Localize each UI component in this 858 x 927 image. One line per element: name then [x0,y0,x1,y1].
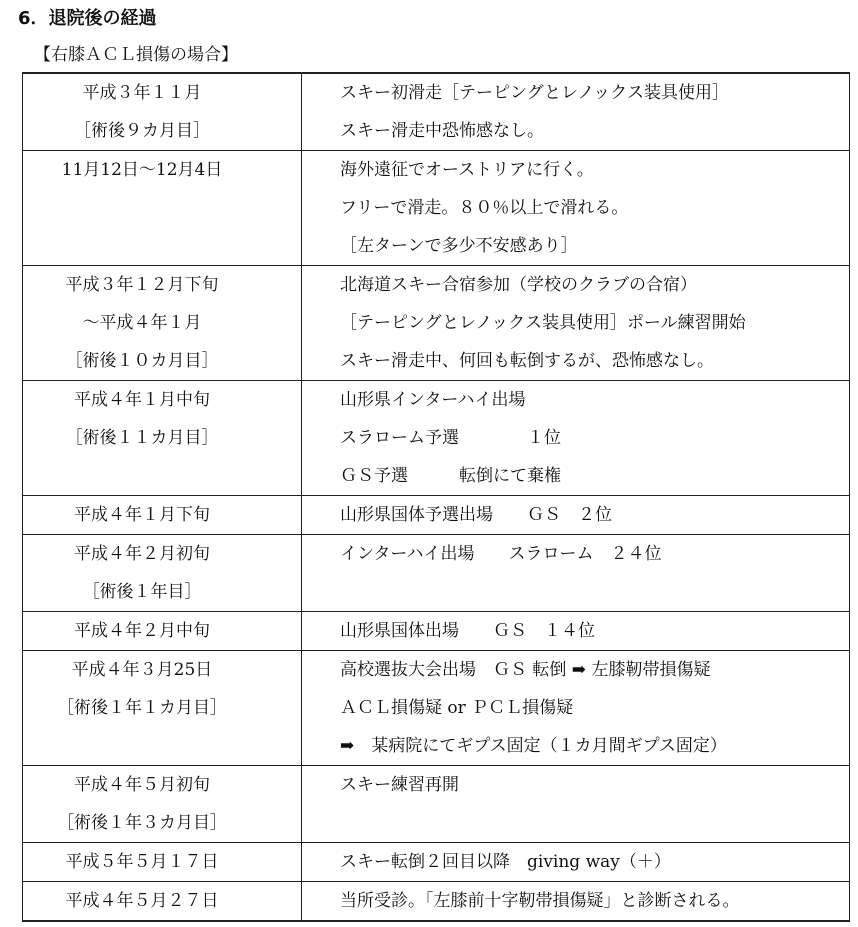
event-cell [302,766,850,843]
date-cell [23,73,302,151]
table-row [23,843,850,882]
event-cell [302,535,850,612]
event-cell [302,843,850,882]
date-line: ［術後１０カ月目］ [65,351,219,371]
event-cell [302,151,850,266]
event-cell [302,73,850,151]
date-line: 平成４年３月25日 [71,660,213,680]
event-line: スキー転倒２回目以降 giving way（＋） [340,852,671,872]
date-line: 平成４年２月初旬 [74,544,210,564]
event-cell [302,651,850,766]
event-cell [302,612,850,651]
event-cell [302,882,850,922]
post-discharge-history-table [22,72,850,922]
table-row [23,73,850,151]
event-line: スキー初滑走［テーピングとレノックス装具使用］ [340,83,729,103]
date-cell [23,496,302,535]
date-line: 平成４年５月２７日 [65,891,219,911]
table-row [23,766,850,843]
table-row [23,381,850,496]
table-row [23,612,850,651]
table-row [23,535,850,612]
event-line: ＧＳ予選 転倒にて棄権 [340,466,561,486]
event-line: 山形県国体予選出場 ＧＳ ２位 [340,505,612,525]
date-line: ［術後１年目］ [82,582,202,602]
date-line: 平成５年５月１７日 [65,852,219,872]
event-cell [302,266,850,381]
date-line: 平成４年５月初旬 [74,775,210,795]
date-cell [23,266,302,381]
event-line: ➡ 某病院にてギプス固定（１カ月間ギプス固定） [340,736,727,756]
date-line: ～平成４年１月 [82,313,202,333]
date-line: 平成４年１月中旬 [74,390,210,410]
section-heading: 6．退院後の経過 [18,8,157,29]
event-line: 北海道スキー合宿参加（学校のクラブの合宿） [340,275,697,295]
date-line: 平成４年２月中旬 [74,621,210,641]
date-line: 平成３年１２月下旬 [65,275,219,295]
event-line: 山形県国体出場 ＧＳ １４位 [340,621,595,641]
event-line: スキー滑走中、何回も転倒するが、恐怖感なし。 [340,351,714,371]
event-line: 高校選抜大会出場 ＧＳ 転倒 ➡ 左膝靭帯損傷疑 [340,660,711,680]
date-cell [23,381,302,496]
event-line: 海外遠征でオーストリアに行く。 [340,160,594,180]
history-table-body [23,73,850,921]
event-line: 山形県インターハイ出場 [340,390,526,410]
event-line: スラローム予選 １位 [340,428,561,448]
date-line: 11月12日～12月4日 [61,160,223,180]
event-line: ＡＣＬ損傷疑 or ＰＣＬ損傷疑 [340,698,574,718]
event-line: ［テーピングとレノックス装具使用］ポール練習開始 [340,313,746,333]
event-line: インターハイ出場 スラローム ２４位 [340,544,662,564]
event-line: 当所受診。「左膝前十字靭帯損傷疑」と診断される。 [340,891,740,911]
event-line: スキー滑走中恐怖感なし。 [340,121,544,141]
date-line: ［術後１年１カ月目］ [57,698,227,718]
date-cell [23,612,302,651]
date-line: ［術後１年３カ月目］ [57,813,227,833]
date-line: ［術後９カ月目］ [74,121,210,141]
date-line: ［術後１１カ月目］ [65,428,219,448]
date-cell [23,651,302,766]
date-cell [23,535,302,612]
event-line: スキー練習再開 [340,775,459,795]
event-line: ［左ターンで多少不安感あり］ [340,236,578,256]
table-row [23,651,850,766]
table-row [23,151,850,266]
date-cell [23,151,302,266]
date-cell [23,843,302,882]
date-line: 平成４年１月下旬 [74,505,210,525]
table-row [23,266,850,381]
table-row [23,882,850,922]
event-line: フリーで滑走。８０％以上で滑れる。 [340,198,629,218]
date-line: 平成３年１１月 [82,83,202,103]
table-row [23,496,850,535]
event-cell [302,496,850,535]
date-cell [23,766,302,843]
case-subheading: 【右膝ＡＣＬ損傷の場合】 [34,45,238,65]
event-cell [302,381,850,496]
date-cell [23,882,302,922]
